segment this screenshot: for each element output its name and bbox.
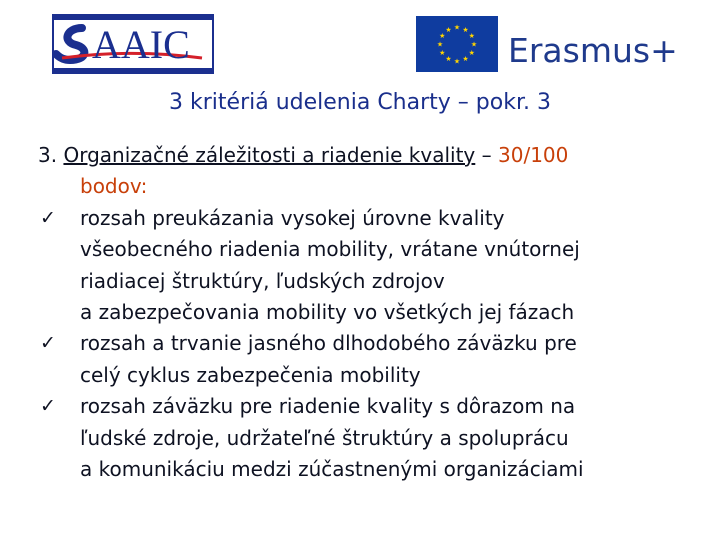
bullet-item-3 <box>38 391 688 485</box>
bullet-line: rozsah záväzku pre riadenie kvality s dôrazom na <box>80 394 576 419</box>
eu-star-icon: ★ <box>453 23 461 32</box>
bullet-line: celý cyklus zabezpečenia mobility <box>80 362 421 387</box>
bullet-line: a zabezpečovania mobility vo všetkých jej fázach <box>80 300 575 325</box>
eu-star-icon: ★ <box>453 57 461 66</box>
checkmark-icon: ✓ <box>40 206 56 229</box>
checkmark-icon: ✓ <box>40 332 56 355</box>
checkmark-icon: ✓ <box>40 395 56 418</box>
eu-star-icon: ★ <box>439 32 446 40</box>
eu-star-icon: ★ <box>462 25 469 34</box>
eu-star-icon: ★ <box>445 25 452 34</box>
slide-content <box>38 140 688 485</box>
heading-separator: – <box>481 143 492 167</box>
bullet-line: ľudské zdroje, udržateľné štruktúry a spoluprácu <box>80 425 569 450</box>
heading-underlined-text: Organizačné záležitosti a riadenie kvality <box>63 143 476 167</box>
bullet-line: riadiacej štruktúry, ľudských zdrojov <box>80 268 445 293</box>
eu-star-icon: ★ <box>436 40 444 49</box>
heading-score: 30/100 <box>498 143 569 167</box>
eu-star-icon: ★ <box>445 55 452 64</box>
criteria-heading <box>38 140 688 171</box>
bullet-item-1 <box>38 203 688 329</box>
erasmus-plus-logo-text: Erasmus+ <box>508 31 678 70</box>
eu-star-icon: ★ <box>462 55 469 64</box>
bullet-line: rozsah a trvanie jasného dlhodobého záväzku pre <box>80 331 577 356</box>
bullet-line: všeobecného riadenia mobility, vrátane vnútornej <box>80 237 580 262</box>
eu-star-icon: ★ <box>439 49 446 57</box>
bullet-line: rozsah preukázania vysokej úrovne kvality <box>80 205 505 230</box>
heading-score-continuation: bodov: <box>80 174 148 199</box>
saaic-logo-text: AAIC <box>92 22 190 67</box>
heading-number: 3. <box>38 143 58 167</box>
eu-flag-icon <box>416 16 498 72</box>
eu-star-icon: ★ <box>468 49 475 57</box>
eu-star-icon: ★ <box>470 40 478 49</box>
slide-title: 3 kritériá udelenia Charty – pokr. 3 <box>169 90 551 115</box>
saaic-logo <box>52 14 214 74</box>
eu-star-icon: ★ <box>468 32 475 40</box>
bullet-line: a komunikáciu medzi zúčastnenými organizáciami <box>80 457 584 482</box>
bullet-item-2 <box>38 328 688 391</box>
